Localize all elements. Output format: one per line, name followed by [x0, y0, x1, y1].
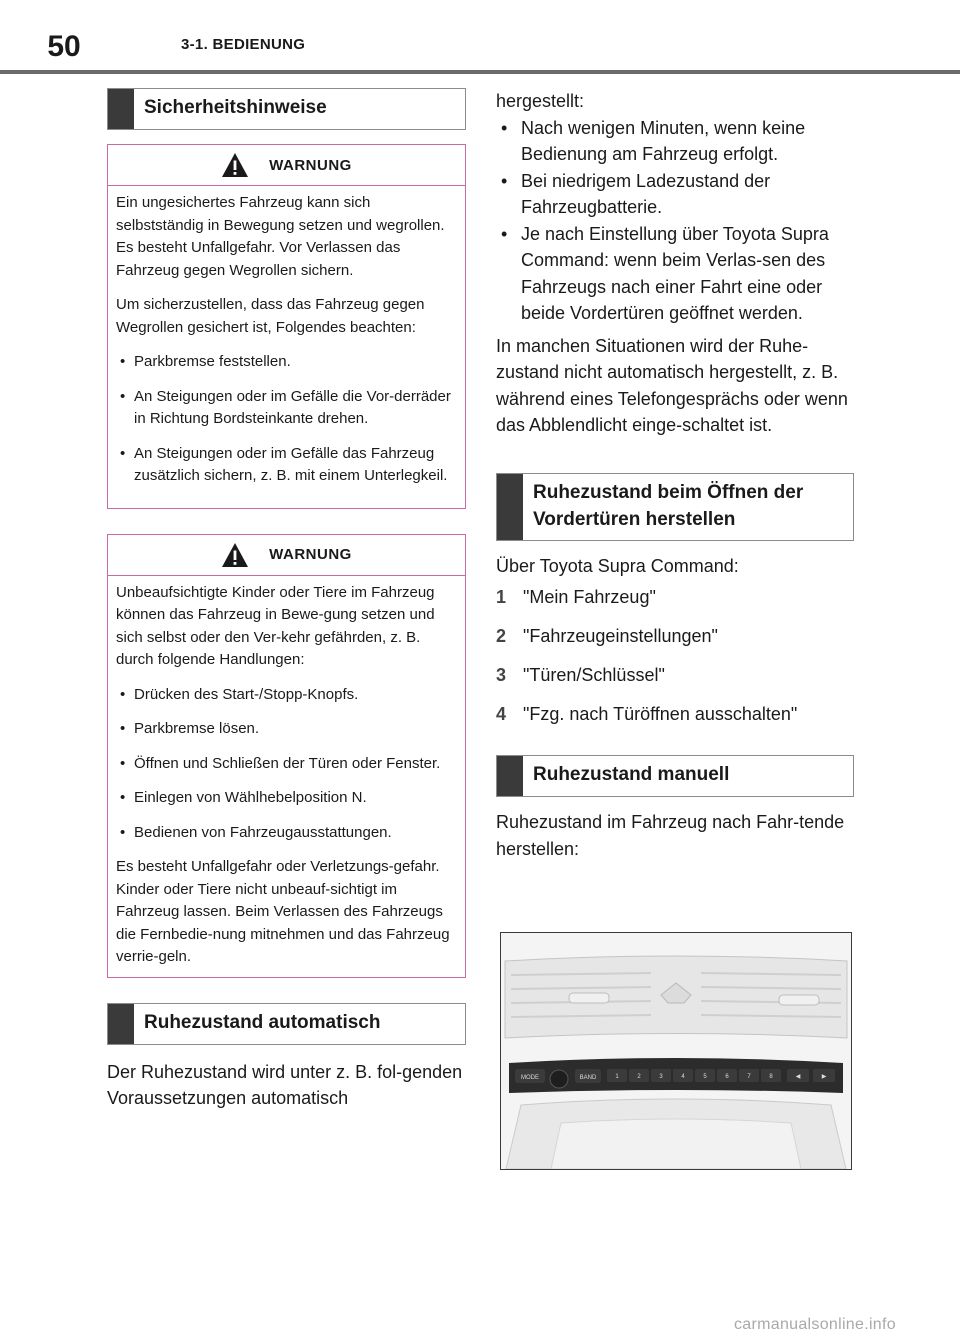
preset-label: 1	[615, 1074, 619, 1080]
warning-bullet: • Parkbremse feststellen.	[116, 351, 455, 374]
warning-paragraph: Um sicherzustellen, dass das Fahrzeug gegen Wegrollen gesichert ist, Folgendes beachten:	[116, 296, 425, 336]
volume-knob[interactable]	[550, 1070, 568, 1088]
step-list	[496, 587, 854, 743]
condition-bullet: • Bei niedrigem Ladezustand der Fahrzeugbatterie.	[496, 168, 854, 221]
step-number: 3	[496, 665, 507, 685]
preset-label: 8	[769, 1074, 773, 1080]
warning-bullet: • Parkbremse lösen.	[116, 718, 455, 741]
condition-bullet-list	[496, 115, 854, 327]
next-icon: ▶	[821, 1074, 827, 1080]
step-number: 2	[496, 626, 507, 646]
warning-bullet-list	[116, 684, 455, 845]
body-paragraph: hergestellt:	[496, 91, 585, 111]
left-column	[107, 88, 466, 1112]
warning-box-1	[107, 144, 466, 509]
warning-triangle-icon	[221, 152, 249, 178]
section-heading-bar	[108, 89, 134, 129]
section-heading-title: Ruhezustand beim Öffnen der Vordertüren herstellen	[533, 481, 804, 530]
page-number: 50	[0, 28, 128, 66]
step-text: "Fahrzeugeinstellungen"	[523, 626, 718, 646]
body-paragraph: Über Toyota Supra Command:	[496, 555, 739, 576]
warning-bullet: • An Steigungen oder im Gefälle die Vor-derräder in Richtung Bordsteinkante drehen.	[116, 386, 455, 431]
watermark: carmanualsonline.info	[734, 1316, 896, 1333]
step-text: "Mein Fahrzeug"	[523, 587, 656, 607]
warning-bullet: • Einlegen von Wählhebelposition N.	[116, 787, 455, 810]
section-heading-auto	[107, 1003, 466, 1045]
step-item	[496, 626, 854, 665]
warning-header	[108, 535, 465, 576]
warning-bullet: • Öffnen und Schließen der Türen oder Fenster.	[116, 753, 455, 776]
preset-label: 6	[725, 1074, 729, 1080]
section-heading-bar	[108, 1004, 134, 1044]
step-item	[496, 587, 854, 626]
warning-paragraph: Ein ungesichertes Fahrzeug kann sich selbstständig in Bewegung setzen und wegrollen. Es besteht Unfallgefahr. Vor Verlassen das Fahrzeug gegen Wegrollen sichern.	[116, 194, 445, 279]
console-panel-illustration	[501, 933, 851, 1169]
warning-body	[108, 576, 465, 977]
previous-icon: ◀	[795, 1074, 801, 1080]
section-heading-bar	[497, 756, 523, 796]
warning-bullet: • An Steigungen oder im Gefälle das Fahrzeug zusätzlich sichern, z. B. mit einem Unterlegkeil.	[116, 443, 455, 488]
warning-paragraph: Unbeaufsichtigte Kinder oder Tiere im Fahrzeug können das Fahrzeug in Bewe-gung setzen und sich selbst oder den Ver-kehr gefährden, z. B. durch folgende Handlungen:	[116, 583, 435, 668]
preset-label: 4	[681, 1074, 685, 1080]
section-heading-title: Ruhezustand manuell	[533, 764, 730, 785]
page-header	[0, 0, 960, 74]
section-heading-bar	[497, 474, 523, 540]
step-number: 4	[496, 704, 507, 724]
condition-bullet: • Je nach Einstellung über Toyota Supra Command: wenn beim Verlas-sen des Fahrzeugs nach einer Fahrt eine oder beide Vordertüren geöffnet werden.	[496, 221, 854, 327]
warning-bullet-list	[116, 351, 455, 488]
preset-label: 5	[703, 1074, 707, 1080]
section-heading-title: Sicherheitshinweise	[144, 97, 327, 118]
mode-button-label: MODE	[521, 1075, 539, 1081]
warning-box-2	[107, 534, 466, 978]
warning-triangle-icon	[221, 542, 249, 568]
section-heading-manual	[496, 755, 854, 797]
step-number: 1	[496, 587, 507, 607]
body-paragraph: Der Ruhezustand wird unter z. B. fol-genden Voraussetzungen automatisch	[107, 1061, 463, 1108]
warning-paragraph: Es besteht Unfallgefahr oder Verletzungs-gefahr. Kinder oder Tiere nicht unbeauf-sichtigt im Fahrzeug lassen. Beim Verlassen des Fahrzeugs die Fernbedie-nung mitnehmen und das Fahrzeug verrie-geln.	[116, 858, 450, 965]
body-paragraph: Ruhezustand im Fahrzeug nach Fahr-tende herstellen:	[496, 812, 845, 859]
preset-label: 2	[637, 1074, 641, 1080]
section-heading-safety	[107, 88, 466, 130]
warning-header	[108, 145, 465, 186]
preset-label: 7	[747, 1074, 751, 1080]
chapter-title: 3-1. BEDIENUNG	[181, 36, 306, 53]
preset-label: 3	[659, 1074, 663, 1080]
console-panel-figure	[500, 932, 852, 1170]
warning-label: WARNUNG	[269, 156, 352, 174]
step-text: "Fzg. nach Türöffnen ausschalten"	[523, 704, 798, 724]
header-rule	[0, 70, 960, 74]
warning-bullet: • Bedienen von Fahrzeugausstattungen.	[116, 822, 455, 845]
section-heading-doors	[496, 473, 854, 541]
step-item	[496, 665, 854, 704]
step-item	[496, 704, 854, 743]
warning-label: WARNUNG	[269, 546, 352, 563]
warning-body	[108, 186, 465, 508]
condition-bullet: • Nach wenigen Minuten, wenn keine Bedienung am Fahrzeug erfolgt.	[496, 115, 854, 168]
body-paragraph: In manchen Situationen wird der Ruhe-zustand nicht automatisch hergestellt, z. B. während eines Telefongesprächs oder wenn das Abblendlicht einge-schaltet ist.	[496, 335, 848, 435]
step-text: "Türen/Schlüssel"	[523, 665, 665, 685]
band-button-label: BAND	[579, 1075, 597, 1081]
right-column	[496, 88, 854, 862]
section-heading-title: Ruhezustand automatisch	[144, 1011, 381, 1033]
warning-bullet: • Drücken des Start-/Stopp-Knopfs.	[116, 684, 455, 707]
